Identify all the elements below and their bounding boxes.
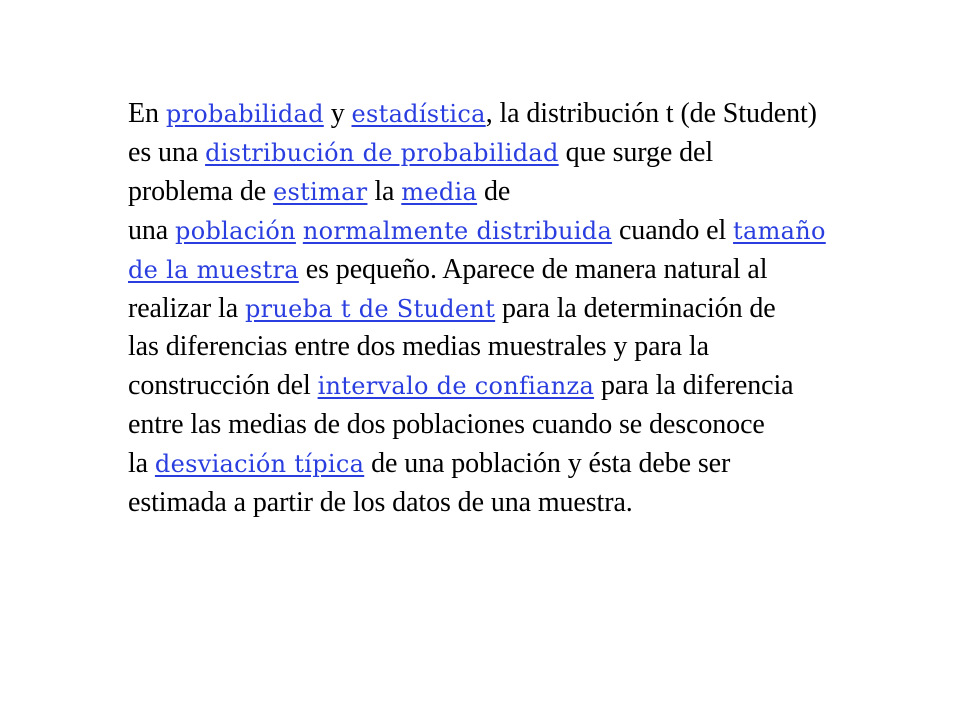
article-paragraph [128, 95, 868, 523]
text-line [128, 290, 868, 329]
body-text: la [128, 448, 155, 480]
body-text [296, 215, 303, 246]
body-text: para la determinación de [495, 292, 776, 324]
text-line [128, 367, 868, 406]
text-line [128, 445, 868, 484]
text-line [128, 134, 868, 173]
body-text: construcción del [128, 370, 318, 402]
body-text: las diferencias entre dos medias muestrales y para la [128, 331, 709, 363]
body-text: problema de [128, 175, 273, 207]
body-text: realizar la [128, 292, 245, 324]
hyperlink[interactable]: estadística [351, 100, 486, 128]
body-text: cuando el [612, 214, 734, 246]
hyperlink[interactable]: de la muestra [128, 255, 299, 284]
text-line [128, 251, 868, 290]
hyperlink[interactable]: tamaño [733, 216, 826, 245]
hyperlink[interactable]: distribución de probabilidad [205, 138, 559, 167]
body-text: de [477, 175, 511, 207]
body-text: En [128, 98, 166, 129]
hyperlink[interactable]: estimar [272, 177, 368, 206]
text-line [128, 406, 868, 445]
hyperlink[interactable]: probabilidad [165, 100, 324, 128]
body-text: para la diferencia [594, 370, 794, 402]
text-line [128, 173, 868, 212]
hyperlink[interactable]: intervalo de confianza [317, 372, 595, 401]
hyperlink[interactable]: prueba t de Student [244, 294, 496, 323]
text-line [128, 484, 868, 523]
body-text: , la distribución t (de Student) [485, 98, 817, 129]
body-text: entre las medias de dos poblaciones cuando se desconoce [128, 409, 765, 441]
body-text: es pequeño. Aparece de manera natural al [298, 253, 768, 285]
text-line [128, 212, 868, 251]
body-text: que surge del [558, 136, 714, 168]
body-text: es una [128, 136, 206, 168]
hyperlink[interactable]: población [175, 216, 296, 245]
body-text: de una población y ésta debe ser [364, 448, 731, 480]
body-text: estimada a partir de los datos de una muestra. [128, 487, 633, 519]
text-line [128, 328, 868, 367]
body-text: la [367, 175, 402, 207]
hyperlink[interactable]: desviación típica [154, 450, 365, 479]
hyperlink[interactable]: media [401, 177, 478, 206]
body-text: y [323, 98, 352, 129]
hyperlink[interactable]: normalmente distribuida [302, 216, 613, 245]
text-line [128, 95, 868, 134]
body-text: una [128, 214, 176, 246]
